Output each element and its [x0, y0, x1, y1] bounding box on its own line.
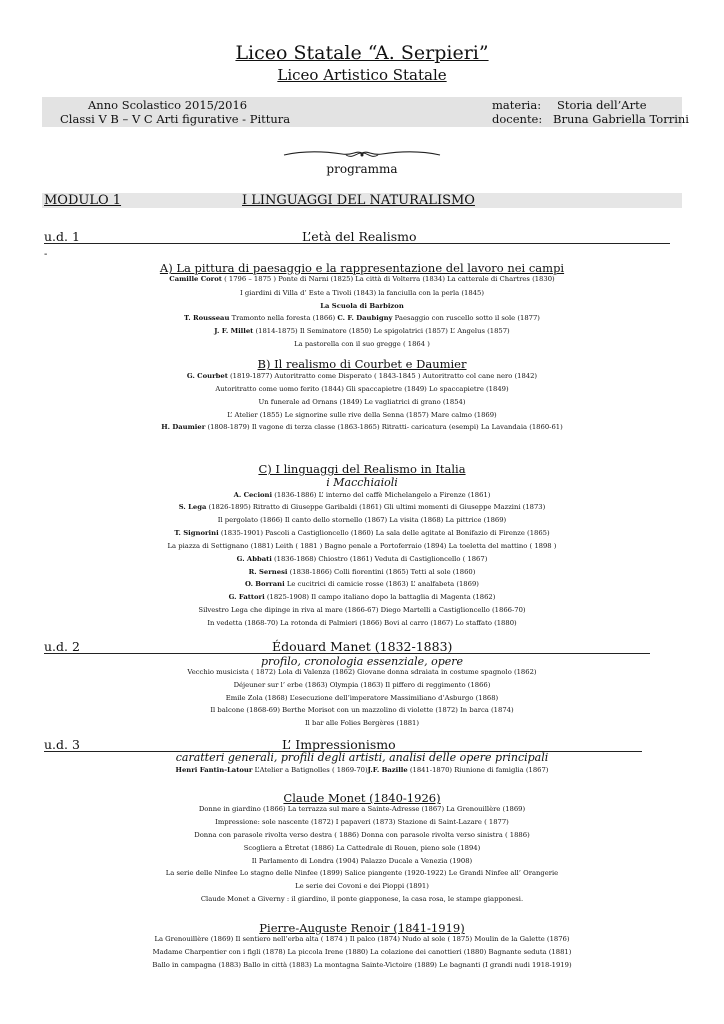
text-line: G. Courbet (1819-1877) Autoritratto come Disperato ( 1843-1845 ) Autoritratto col cane nero (1842): [186, 372, 538, 380]
text-line: H. Daumier (1808-1879) Il vagone di terza classe (1863-1865) Ritratti- caricatura (esempi) La Lavandaia (1860-61): [161, 423, 563, 431]
text-line: Ballo in campagna (1883) Ballo in città (1883) La montagna Sainte-Victoire (1889) Le bagnanti (I grandi nudi 1918-1919): [152, 961, 572, 969]
text-line: In vedetta (1868-70) La rotonda di Palmieri (1866) Bovi al carro (1867) Lo staffato (1880): [207, 619, 517, 627]
text-line: T. Rousseau Tramonto nella foresta (1866) C. F. Daubigny Paesaggio con ruscello sotto il sole (1877): [184, 314, 540, 322]
text-line: L’ Atelier (1855) Le signorine sulle rive della Senna (1857) Mare calmo (1869): [227, 411, 497, 419]
text-line: Il bar alle Folies Bergères (1881): [304, 719, 420, 727]
text-line: Emile Zola (1868) L’esecuzione dell’imperatore Massimiliano d’Asburgo (1868): [225, 694, 499, 702]
subject-label: materia:: [492, 98, 542, 112]
text-line: Le serie dei Covoni e dei Pioppi (1891): [295, 882, 429, 890]
teacher-label: docente:: [492, 112, 543, 126]
ud3-title: L’ Impressionismo: [282, 737, 396, 752]
text-line: R. Sernesi (1838-1866) Colli fiorentini (1865) Tetti al sole (1860): [248, 568, 476, 576]
text-line: Donne in giardino (1866) La terrazza sul mare a Sainte-Adresse (1867) La Grenouillère (1869): [198, 805, 526, 813]
text-line: La serie delle Ninfee Lo stagno delle Ninfee (1899) Salice piangente (1920-1922) Le Grandi Ninfee all’ Orangerie: [165, 869, 559, 877]
text-line: T. Signorini (1835-1901) Pascoli a Castiglioncello (1860) La sala delle agitate al Bonifazio di Firenze (1865): [174, 529, 550, 537]
ud1-title: L’età del Realismo: [302, 229, 417, 244]
text-line: La pastorella con il suo gregge ( 1864 ): [294, 340, 430, 348]
ud2-subtitle: profilo, cronologia essenziale, opere: [260, 655, 464, 668]
text-line: G. Fattori (1825-1908) Il campo italiano dopo la battaglia di Magenta (1862): [228, 593, 496, 601]
text-line: Il balcone (1868-69) Berthe Morisot con un mazzolino di violette (1872) In barca (1874): [210, 706, 514, 714]
text-line: Donna con parasole rivolta verso destra ( 1886) Donna con parasole rivolta verso sinistra ( 1886): [194, 831, 530, 839]
text-line: La Grenouillère (1869) Il sentiero nell’erba alta ( 1874 ) Il palco (1874) Nudo al sole ( 1875) Moulin de la Galette (1876): [154, 935, 570, 943]
classes: Classi V B – V C Arti figurative - Pittura: [60, 112, 291, 126]
text-line: Impressione: sole nascente (1872) I papaveri (1873) Stazione di Saint-Lazare ( 1877): [215, 818, 509, 826]
text-line: Il Parlamento di Londra (1904) Palazzo Ducale a Venezia (1908): [251, 857, 473, 865]
school-title: Liceo Statale “A. Serpieri”: [235, 42, 489, 64]
text-line: Un funerale ad Ornans (1849) Le vagliatrici di grano (1854): [258, 398, 466, 406]
module-number: MODULO 1: [44, 193, 122, 208]
ud1-label: u.d. 1: [44, 229, 80, 244]
text-line: Il pergolato (1866) Il canto dello stornello (1867) La visita (1868) La pittrice (1869): [217, 516, 507, 524]
text-line: La piazza di Settignano (1881) Leith ( 1881 ) Bagno penale a Portoferraio (1894) La toeletta del mattino ( 1898 ): [167, 542, 557, 550]
text-line: J. F. Millet (1814-1875) Il Seminatore (1850) Le spigolatrici (1857) L’ Angelus (1857): [214, 327, 510, 335]
section-a-heading: A) La pittura di paesaggio e la rappresentazione del lavoro nei campi: [159, 261, 565, 275]
text-line: Scogliera a Étretat (1886) La Cattedrale di Rouen, pieno sole (1894): [243, 844, 481, 852]
monet-heading: Claude Monet (1840-1926): [283, 791, 441, 805]
text-line: Henri Fantin-Latour L’Atelier a Batignolles ( 1869-70)J.F. Bazille (1841-1870) Riunione di famiglia (1867): [175, 766, 549, 774]
ud3-subtitle: caratteri generali, profili degli artisti, analisi delle opere principali: [175, 751, 549, 764]
text-line: Camille Corot ( 1796 – 1875 ) Ponte di Narni (1825) La città di Volterra (1834) La catterale di Chartres (1830): [169, 275, 555, 283]
section-b-heading: B) Il realismo di Courbet e Daumier: [257, 357, 467, 371]
section-c-heading: C) I linguaggi del Realismo in Italia: [258, 462, 466, 476]
ud2-rule: [44, 653, 650, 654]
school-year: Anno Scolastico 2015/2016: [88, 98, 248, 112]
artist-name: Camille Corot: [169, 275, 222, 283]
module-title: I LINGUAGGI DEL NATURALISMO: [242, 193, 475, 208]
ud2-label: u.d. 2: [44, 639, 80, 654]
ornament-divider-icon: [282, 147, 442, 163]
subject-value: Storia dell’Arte: [557, 98, 647, 112]
renoir-heading: Pierre-Auguste Renoir (1841-1919): [259, 921, 465, 935]
teacher-value: Bruna Gabriella Torrini: [553, 112, 689, 126]
ud3-label: u.d. 3: [44, 737, 80, 752]
text-line: A. Cecioni (1836-1886) L’ interno del caffè Michelangelo a Firenze (1861): [233, 491, 491, 499]
text-line: I giardini di Villa d’ Este a Tivoli (1843) la fanciulla con la perla (1845): [240, 289, 484, 297]
dash-mark: -: [44, 249, 48, 260]
text-line: Vecchio musicista ( 1872) Lola di Valenza (1862) Giovane donna sdraiata in costume spagnolo (1862): [187, 668, 537, 676]
ud1-rule: [44, 243, 670, 244]
text-line: G. Abbati (1836-1868) Chiostro (1861) Veduta di Castiglioncello ( 1867): [236, 555, 488, 563]
text-line: O. Borrani Le cucitrici di camicie rosse (1863) L’ analfabeta (1869): [245, 580, 479, 588]
school-subtitle: Liceo Artistico Statale: [277, 66, 447, 84]
text-line: Claude Monet a Giverny : il giardino, il ponte giapponese, la casa rosa, le stampe giapponesi.: [200, 895, 524, 903]
text-line: S. Lega (1826-1895) Ritratto di Giuseppe Garibaldi (1861) Gli ultimi momenti di Giuseppe Mazzini (1873): [178, 503, 546, 511]
text-line: Silvestro Lega che dipinge in riva al mare (1866-67) Diego Martelli a Castiglioncello (1866-70): [198, 606, 526, 614]
text-line: Autoritratto come uomo ferito (1844) Gli spaccapietre (1849) Lo spaccapietre (1849): [215, 385, 509, 393]
text-line: Déjeuner sur l’ erbe (1863) Olympia (1863) Il piffero di reggimento (1866): [233, 681, 491, 689]
text-line: La Scuola di Barbizon: [320, 302, 404, 310]
text-line: Madame Charpentier con i figli (1878) La piccola Irene (1880) La colazione dei canottieri (1880) Bagnante seduta (1881): [152, 948, 572, 956]
section-c-subtitle: i Macchiaioli: [326, 476, 398, 489]
ud2-title: Édouard Manet (1832-1883): [272, 639, 453, 654]
program-label: programma: [326, 162, 398, 176]
